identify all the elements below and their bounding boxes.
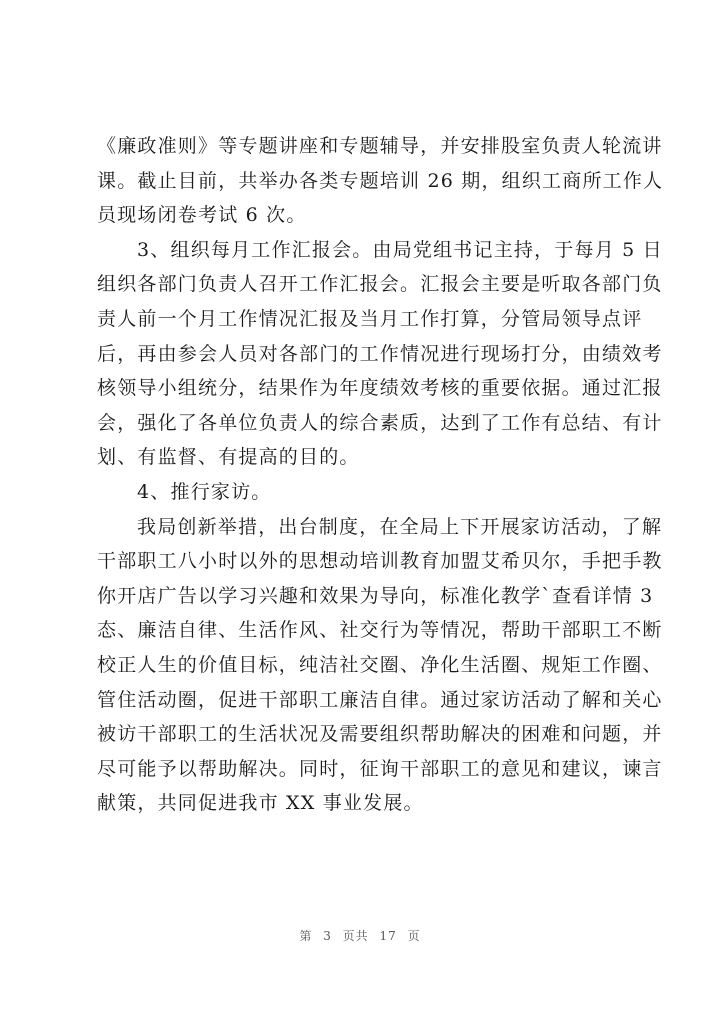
text-line: 校正人生的价值目标，纯洁社交圈、净化生活圈、规矩工作圈、	[97, 653, 663, 676]
text-line: 员现场闭卷考试 6 次。	[97, 204, 307, 227]
body-text	[97, 129, 664, 821]
text-line: 你开店广告以学习兴趣和效果为导向，标准化教学`查看详情 3	[97, 584, 654, 607]
text-line: 责人前一个月工作情况汇报及当月工作打算，分管局领导点评	[97, 307, 643, 330]
text-line: 态、廉洁自律、生活作风、社交行为等情况，帮助干部职工不断	[97, 619, 663, 642]
text-line: 核领导小组统分，结果作为年度绩效考核的重要依据。通过汇报	[97, 377, 663, 400]
text-line: 《廉政准则》等专题讲座和专题辅导，并安排股室负责人轮流讲	[97, 135, 663, 157]
paragraph-start-line: 3、组织每月工作汇报会。由局党组书记主持，于每月 5 日	[137, 238, 663, 261]
page-number-footer: 第 3 页共 17 页	[299, 929, 421, 943]
text-line: 后，再由参会人员对各部门的工作情况进行现场打分，由绩效考	[97, 342, 663, 365]
paragraph-start-line: 我局创新举措，出台制度，在全局上下开展家访活动，了解	[137, 515, 663, 538]
text-line: 管住活动圈，促进干部职工廉洁自律。通过家访活动了解和关心	[97, 688, 663, 711]
text-line: 尽可能予以帮助解决。同时，征询干部职工的意见和建议，谏言	[97, 757, 663, 780]
text-line: 献策，共同促进我市 XX 事业发展。	[97, 792, 424, 815]
text-line: 干部职工八小时以外的思想动培训教育加盟艾希贝尔，手把手教	[97, 550, 663, 573]
text-line: 组织各部门负责人召开工作汇报会。汇报会主要是听取各部门负	[97, 273, 663, 296]
text-line: 被访干部职工的生活状况及需要组织帮助解决的困难和问题，并	[97, 723, 663, 746]
text-line: 会，强化了各单位负责人的综合素质，达到了工作有总结、有计	[97, 411, 663, 434]
text-line: 课。截止目前，共举办各类专题培训 26 期，组织工商所工作人	[97, 169, 664, 192]
text-line: 划、有监督、有提高的目的。	[97, 446, 360, 469]
section-heading-line: 4、推行家访。	[137, 480, 272, 503]
